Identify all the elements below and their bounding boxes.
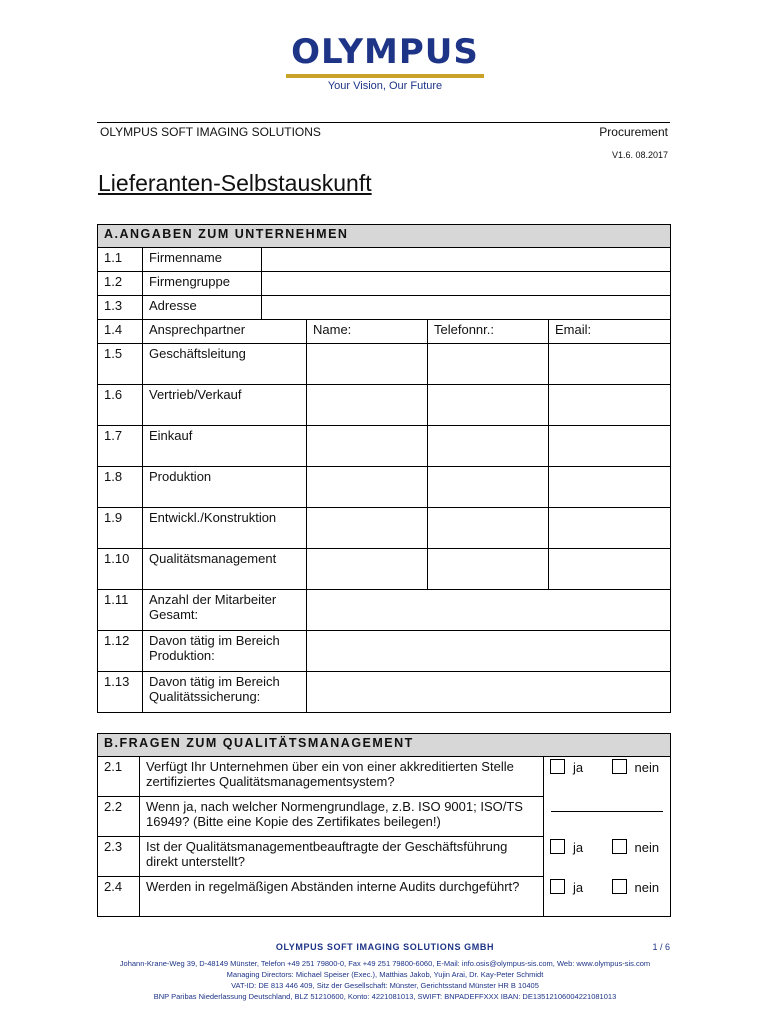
- contact-email-field[interactable]: [549, 467, 671, 508]
- footer-company: OLYMPUS SOFT IMAGING SOLUTIONS GMBH: [275, 942, 495, 952]
- table-row: [98, 320, 671, 344]
- table-row: [98, 590, 671, 631]
- row-label: Firmengruppe: [143, 272, 262, 296]
- contact-email-field[interactable]: [549, 426, 671, 467]
- row-number: 1.3: [98, 296, 143, 320]
- section-b-table: [97, 733, 671, 917]
- no-label: nein: [634, 839, 660, 855]
- header-rule: [97, 122, 670, 123]
- yes-label: ja: [573, 879, 584, 895]
- no-label: nein: [634, 879, 660, 895]
- contact-name-field[interactable]: [307, 508, 428, 549]
- section-b-heading: B.FRAGEN ZUM QUALITÄTSMANAGEMENT: [98, 734, 671, 757]
- contact-name-field[interactable]: [307, 467, 428, 508]
- row-number: 1.1: [98, 248, 143, 272]
- question-text: Wenn ja, nach welcher Normengrundlage, z.B. ISO 9001; ISO/TS 16949? (Bitte eine Kopie des Zertifikates beilegen!): [140, 797, 544, 837]
- contact-name-field[interactable]: [307, 426, 428, 467]
- logo-wordmark: OLYMPUS: [291, 32, 479, 72]
- row-label: Firmenname: [143, 248, 262, 272]
- table-row: [98, 631, 671, 672]
- question-text: Werden in regelmäßigen Abständen interne Audits durchgeführt?: [140, 877, 544, 917]
- contact-email-header: Email:: [549, 320, 671, 344]
- contact-email-field[interactable]: [549, 385, 671, 426]
- yes-checkbox[interactable]: [550, 759, 565, 774]
- row-number: 1.7: [98, 426, 143, 467]
- no-checkbox[interactable]: [612, 759, 627, 774]
- footer-vat-line: VAT-ID: DE 813 446 409, Sitz der Gesellschaft: Münster, Gerichtsstand Münster HR B 10405: [231, 981, 539, 990]
- question-text: Ist der Qualitätsmanagementbeauftragte der Geschäftsführung direkt unterstellt?: [140, 837, 544, 877]
- yes-label: ja: [573, 760, 584, 775]
- footer-bank-line: BNP Paribas Niederlassung Deutschland, BLZ 51210600, Konto: 4221081013, SWIFT: BNPADEFFXXX IBAN: DE13512106004221081013: [153, 992, 617, 1001]
- table-row: [98, 467, 671, 508]
- no-option[interactable]: [606, 837, 671, 877]
- table-row: [98, 508, 671, 549]
- contact-name-field[interactable]: [307, 344, 428, 385]
- row-label: Vertrieb/Verkauf: [143, 385, 307, 426]
- contact-phone-field[interactable]: [428, 344, 549, 385]
- contact-name-field[interactable]: [307, 385, 428, 426]
- employees-production-field[interactable]: [307, 631, 671, 672]
- no-checkbox[interactable]: [612, 839, 627, 854]
- table-row: [98, 757, 671, 797]
- row-number: 1.10: [98, 549, 143, 590]
- row-number: 1.9: [98, 508, 143, 549]
- yes-checkbox[interactable]: [550, 839, 565, 854]
- no-option[interactable]: [606, 757, 671, 797]
- table-row: [98, 272, 671, 296]
- section-a-table: [97, 224, 671, 713]
- row-label: Entwickl./Konstruktion: [143, 508, 307, 549]
- contact-phone-field[interactable]: [428, 467, 549, 508]
- footer-address-block: [0, 958, 770, 1002]
- employees-qa-field[interactable]: [307, 672, 671, 713]
- contact-name-header: Name:: [307, 320, 428, 344]
- company-name-field[interactable]: [262, 248, 671, 272]
- olympus-logo: [280, 32, 490, 98]
- yes-label: ja: [573, 839, 584, 855]
- employees-total-field[interactable]: [307, 590, 671, 631]
- question-number: 2.1: [98, 757, 140, 797]
- footer-directors-line: Managing Directors: Michael Speiser (Exec.), Matthias Jakob, Yujin Arai, Dr. Kay-Peter Schmidt: [226, 970, 544, 979]
- row-label: Ansprechpartner: [143, 320, 307, 344]
- yes-option[interactable]: [544, 757, 606, 797]
- section-b-header: [98, 734, 671, 757]
- row-number: 1.8: [98, 467, 143, 508]
- address-field[interactable]: [262, 296, 671, 320]
- row-label: Geschäftsleitung: [143, 344, 307, 385]
- row-number: 1.2: [98, 272, 143, 296]
- row-label: Qualitätsmanagement: [143, 549, 307, 590]
- row-number: 1.11: [98, 590, 143, 631]
- table-row: [98, 837, 671, 877]
- row-label: Einkauf: [143, 426, 307, 467]
- header-version: V1.6. 08.2017: [611, 150, 668, 160]
- table-row: [98, 797, 671, 837]
- contact-phone-field[interactable]: [428, 549, 549, 590]
- contact-phone-field[interactable]: [428, 508, 549, 549]
- row-label: Davon tätig im Bereich Qualitätssicherung:: [143, 672, 307, 713]
- section-a-header: [98, 225, 671, 248]
- contact-phone-field[interactable]: [428, 385, 549, 426]
- row-number: 1.5: [98, 344, 143, 385]
- row-label: Produktion: [143, 467, 307, 508]
- section-a-heading: A.ANGABEN ZUM UNTERNEHMEN: [98, 225, 671, 248]
- no-label: nein: [634, 760, 660, 775]
- contact-phone-field[interactable]: [428, 426, 549, 467]
- row-number: 1.13: [98, 672, 143, 713]
- contact-email-field[interactable]: [549, 344, 671, 385]
- yes-checkbox[interactable]: [550, 879, 565, 894]
- row-number: 1.4: [98, 320, 143, 344]
- question-number: 2.3: [98, 837, 140, 877]
- row-label: Davon tätig im Bereich Produktion:: [143, 631, 307, 672]
- table-row: [98, 549, 671, 590]
- header-department: Procurement: [599, 125, 668, 139]
- yes-option[interactable]: [544, 877, 606, 917]
- logo-tagline: Your Vision, Our Future: [327, 80, 443, 92]
- contact-email-field[interactable]: [549, 549, 671, 590]
- table-row: [98, 344, 671, 385]
- yes-option[interactable]: [544, 837, 606, 877]
- question-number: 2.2: [98, 797, 140, 837]
- norm-answer-field[interactable]: [544, 797, 671, 837]
- table-row: [98, 248, 671, 272]
- answer-line: [551, 811, 663, 812]
- no-option[interactable]: [606, 877, 671, 917]
- company-group-field[interactable]: [262, 272, 671, 296]
- table-row: [98, 672, 671, 713]
- contact-email-field[interactable]: [549, 508, 671, 549]
- row-label: Adresse: [143, 296, 262, 320]
- header-company: OLYMPUS SOFT IMAGING SOLUTIONS: [100, 125, 321, 139]
- contact-phone-header: Telefonnr.:: [428, 320, 549, 344]
- question-text: Verfügt Ihr Unternehmen über ein von einer akkreditierten Stelle zertifiziertes Qualitätsmanagementsystem?: [140, 757, 544, 797]
- row-number: 1.6: [98, 385, 143, 426]
- page-title: Lieferanten-Selbstauskunft: [98, 170, 372, 196]
- table-row: [98, 296, 671, 320]
- table-row: [98, 426, 671, 467]
- row-label: Anzahl der Mitarbeiter Gesamt:: [143, 590, 307, 631]
- footer-page-number: 1 / 6: [652, 942, 670, 952]
- footer-address-line: Johann-Krane-Weg 39, D-48149 Münster, Telefon +49 251 79800-0, Fax +49 251 79800-6060, E-Mail: info.osis@olympus-sis.com, Web: www.olympus-sis.com: [119, 959, 651, 968]
- table-row: [98, 385, 671, 426]
- row-number: 1.12: [98, 631, 143, 672]
- contact-name-field[interactable]: [307, 549, 428, 590]
- table-row: [98, 877, 671, 917]
- no-checkbox[interactable]: [612, 879, 627, 894]
- question-number: 2.4: [98, 877, 140, 917]
- logo-underline: [286, 74, 484, 78]
